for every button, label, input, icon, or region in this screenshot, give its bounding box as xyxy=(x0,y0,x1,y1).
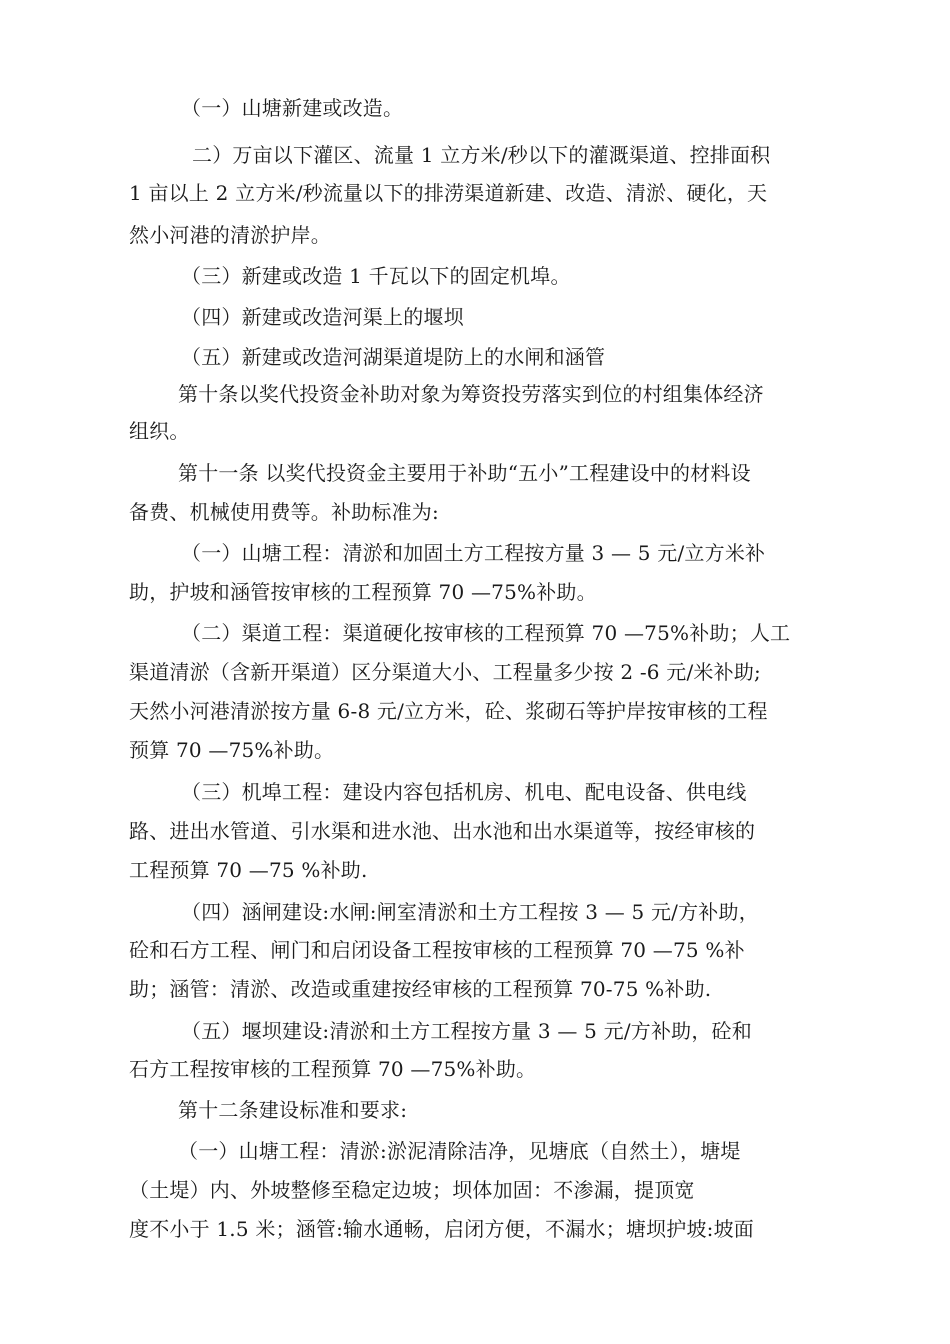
text-line: （三）机埠工程：建设内容包括机房、机电、配电设备、供电线 xyxy=(181,780,747,804)
text-line: （一）山塘工程：清淤:淤泥清除洁净，见塘底（自然土），塘堤 xyxy=(178,1139,741,1163)
text-line: 助，护坡和涵管按审核的工程预算 70 —75%补助。 xyxy=(129,580,597,604)
text-line: 路、进出水管道、引水渠和进水池、出水池和出水渠道等，按经审核的 xyxy=(129,819,756,843)
text-line: 第十条以奖代投资金补助对象为筹资投劳落实到位的村组集体经济 xyxy=(178,382,764,406)
text-line: 1 亩以上 2 立方米/秒流量以下的排涝渠道新建、改造、清淤、硬化，天 xyxy=(129,181,768,205)
text-line: 石方工程按审核的工程预算 70 —75%补助。 xyxy=(129,1057,537,1081)
text-line: 渠道清淤（含新开渠道）区分渠道大小、工程量多少按 2 -6 元/米补助; xyxy=(129,660,761,684)
text-line: （四）涵闸建设:水闸:闸室清淤和土方工程按 3 — 5 元/方补助， xyxy=(181,900,759,924)
text-line: 然小河港的清淤护岸。 xyxy=(129,223,331,247)
text-line: （一）山塘新建或改造。 xyxy=(181,96,404,120)
text-line: 第十二条建设标准和要求: xyxy=(178,1098,408,1122)
text-line: 备费、机械使用费等。补助标准为: xyxy=(129,500,439,524)
text-line: 砼和石方工程、闸门和启闭设备工程按审核的工程预算 70 —75 %补 xyxy=(129,938,745,962)
text-line: （四）新建或改造河渠上的堰坝 xyxy=(181,305,464,329)
text-line: 助；涵管：清淤、改造或重建按经审核的工程预算 70-75 %补助. xyxy=(129,977,712,1001)
text-line: （土堤）内、外坡整修至稳定边坡；坝体加固：不渗漏，提顶宽 xyxy=(129,1178,695,1202)
text-line: 工程预算 70 —75 %补助. xyxy=(129,858,368,882)
text-line: 天然小河港清淤按方量 6-8 元/立方米，砼、浆砌石等护岸按审核的工程 xyxy=(129,699,768,723)
text-line: 度不小于 1.5 米；涵管:输水通畅，启闭方便，不漏水；塘坝护坡:坡面 xyxy=(129,1217,754,1241)
text-line: （三）新建或改造 1 千瓦以下的固定机埠。 xyxy=(181,264,571,288)
text-line: （五）堰坝建设:清淤和土方工程按方量 3 — 5 元/方补助，砼和 xyxy=(181,1019,752,1043)
text-line: （一）山塘工程：清淤和加固土方工程按方量 3 — 5 元/立方米补 xyxy=(181,541,766,565)
text-line: 预算 70 —75%补助。 xyxy=(129,738,335,762)
text-line: 组织。 xyxy=(129,419,190,443)
text-line: （二）渠道工程：渠道硬化按审核的工程预算 70 —75%补助；人工 xyxy=(181,621,791,645)
text-line: 第十一条 以奖代投资金主要用于补助“五小”工程建设中的材料设 xyxy=(178,461,751,485)
text-line: （五）新建或改造河湖渠道堤防上的水闸和涵管 xyxy=(181,345,606,369)
text-line: 二）万亩以下灌区、流量 1 立方米/秒以下的灌溉渠道、控排面积 xyxy=(192,143,771,167)
